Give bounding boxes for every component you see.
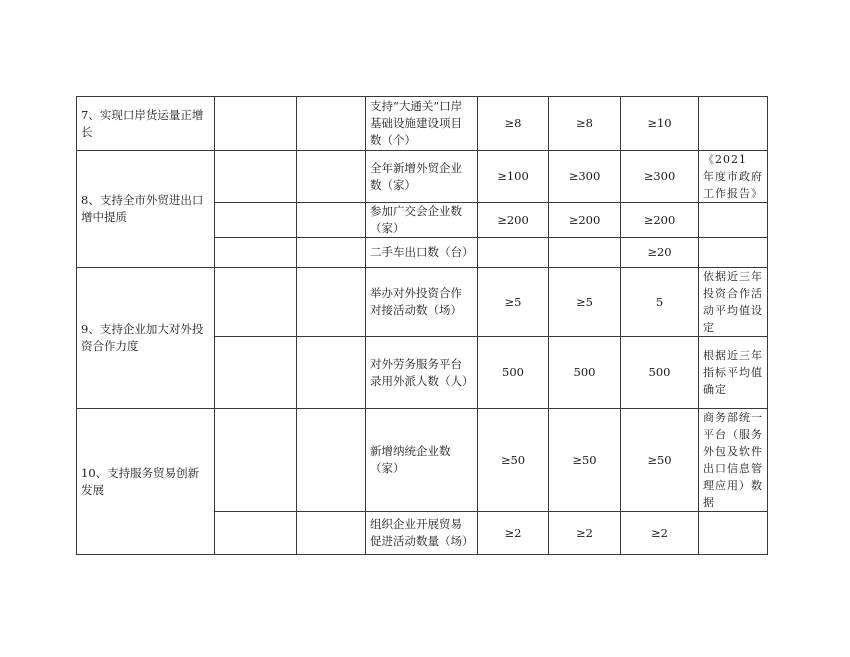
note-cell: 根据近三年指标平均值确定 xyxy=(699,337,768,409)
empty-cell xyxy=(215,512,297,555)
value-cell: ≥200 xyxy=(621,203,699,238)
note-cell xyxy=(699,203,768,238)
value-cell: ≥200 xyxy=(549,203,621,238)
empty-cell xyxy=(297,238,366,268)
empty-cell xyxy=(297,151,366,203)
value-cell xyxy=(478,238,549,268)
value-cell: 500 xyxy=(478,337,549,409)
table-row xyxy=(77,151,768,203)
task-cell: 9、支持企业加大对外投资合作力度 xyxy=(77,268,215,409)
value-cell: ≥100 xyxy=(478,151,549,203)
value-cell: ≥50 xyxy=(621,409,699,512)
indicator-cell: 全年新增外贸企业数（家） xyxy=(366,151,478,203)
value-cell: ≥5 xyxy=(478,268,549,337)
value-cell: 500 xyxy=(621,337,699,409)
table-row xyxy=(77,409,768,512)
value-cell: ≥2 xyxy=(621,512,699,555)
value-cell: ≥50 xyxy=(478,409,549,512)
value-cell: ≥200 xyxy=(478,203,549,238)
note-cell xyxy=(699,97,768,151)
note-cell: 商务部统一平台（服务外包及软件出口信息管理应用）数据 xyxy=(699,409,768,512)
value-cell: ≥8 xyxy=(549,97,621,151)
empty-cell xyxy=(297,268,366,337)
value-cell: ≥2 xyxy=(478,512,549,555)
empty-cell xyxy=(297,97,366,151)
empty-cell xyxy=(215,97,297,151)
empty-cell xyxy=(297,203,366,238)
empty-cell xyxy=(297,337,366,409)
value-cell: ≥5 xyxy=(549,268,621,337)
indicator-cell: 举办对外投资合作对接活动数（场） xyxy=(366,268,478,337)
indicator-cell: 支持“大通关”口岸基础设施建设项目数（个） xyxy=(366,97,478,151)
indicator-cell: 新增纳统企业数（家） xyxy=(366,409,478,512)
task-cell: 10、支持服务贸易创新发展 xyxy=(77,409,215,555)
note-cell xyxy=(699,238,768,268)
value-cell: ≥300 xyxy=(621,151,699,203)
value-cell: ≥20 xyxy=(621,238,699,268)
indicator-cell: 对外劳务服务平台录用外派人数（人） xyxy=(366,337,478,409)
table-row xyxy=(77,97,768,151)
value-cell xyxy=(549,238,621,268)
empty-cell xyxy=(297,409,366,512)
empty-cell xyxy=(215,203,297,238)
indicator-cell: 二手车出口数（台） xyxy=(366,238,478,268)
task-cell: 8、支持全市外贸进出口增中提质 xyxy=(77,151,215,268)
value-cell: ≥10 xyxy=(621,97,699,151)
empty-cell xyxy=(215,238,297,268)
task-cell: 7、实现口岸货运量正增长 xyxy=(77,97,215,151)
value-cell: ≥2 xyxy=(549,512,621,555)
value-cell: ≥8 xyxy=(478,97,549,151)
note-cell: 依据近三年投资合作活动平均值设定 xyxy=(699,268,768,337)
empty-cell xyxy=(215,151,297,203)
value-cell: 500 xyxy=(549,337,621,409)
empty-cell xyxy=(215,409,297,512)
note-cell: 《2021 年度市政府工作报告》 xyxy=(699,151,768,203)
empty-cell xyxy=(215,268,297,337)
indicator-table xyxy=(76,96,768,555)
indicator-cell: 参加广交会企业数（家） xyxy=(366,203,478,238)
empty-cell xyxy=(215,337,297,409)
table-row xyxy=(77,268,768,337)
value-cell: ≥50 xyxy=(549,409,621,512)
indicator-cell: 组织企业开展贸易促进活动数量（场） xyxy=(366,512,478,555)
value-cell: ≥300 xyxy=(549,151,621,203)
empty-cell xyxy=(297,512,366,555)
value-cell: 5 xyxy=(621,268,699,337)
note-cell xyxy=(699,512,768,555)
